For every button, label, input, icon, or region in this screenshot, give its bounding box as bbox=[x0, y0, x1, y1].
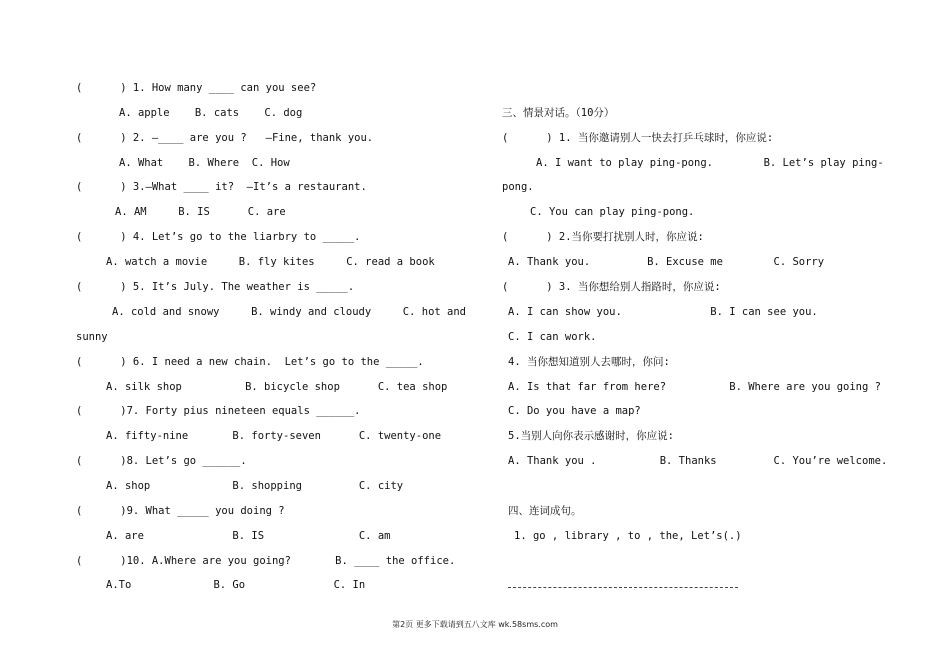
section-3-title: 三、情景对话。（10分） bbox=[502, 107, 615, 119]
question-5-options-cont: sunny bbox=[76, 331, 108, 343]
question-8: ( )8. Let’s go ______. bbox=[76, 455, 247, 467]
question-10: ( )10. A.Where are you going? B. ____ the office. bbox=[76, 555, 456, 567]
dialogue-1-options: A. I want to play ping-pong. B. Let’s play ping- bbox=[536, 157, 884, 169]
dialogue-4-option-c: C. Do you have a map? bbox=[508, 405, 641, 417]
dialogue-4: 4. 当你想知道别人去哪时，你问: bbox=[508, 356, 670, 368]
dialogue-1-options-cont: pong. bbox=[502, 181, 534, 193]
page-footer: 第2页 更多下载请到五八文库 wk.58sms.com bbox=[392, 620, 558, 629]
question-4: ( ) 4. Let’s go to the liarbry to _____. bbox=[76, 231, 361, 243]
question-3: ( ) 3.—What ____ it? —It’s a restaurant. bbox=[76, 181, 367, 193]
dialogue-5: 5.当别人向你表示感谢时，你应说: bbox=[508, 430, 674, 442]
question-2: ( ) 2. —____ are you ? —Fine, thank you. bbox=[76, 132, 374, 144]
question-6: ( ) 6. I need a new chain. Let’s go to the _____. bbox=[76, 356, 424, 368]
question-6-options: A. silk shop B. bicycle shop C. tea shop bbox=[106, 381, 448, 393]
dialogue-3-options: A. I can show you. B. I can see you. bbox=[508, 306, 818, 318]
question-9-options: A. are B. IS C. am bbox=[106, 530, 391, 542]
question-10-options: A.To B. Go C. In bbox=[106, 579, 366, 591]
question-5-options: A. cold and snowy B. windy and cloudy C. hot and bbox=[112, 306, 467, 318]
section-4-title: 四、连词成句。 bbox=[508, 505, 582, 517]
answer-line bbox=[508, 587, 738, 588]
question-7-options: A. fifty-nine B. forty-seven C. twenty-one bbox=[106, 430, 442, 442]
dialogue-2: ( ) 2.当你要打扰别人时，你应说: bbox=[502, 231, 704, 243]
dialogue-4-options: A. Is that far from here? B. Where are you going ? bbox=[508, 381, 881, 393]
dialogue-1: ( ) 1. 当你邀请别人一快去打乒乓球时，你应说: bbox=[502, 132, 774, 144]
question-3-options: A. AM B. IS C. are bbox=[115, 206, 286, 218]
question-4-options: A. watch a movie B. fly kites C. read a book bbox=[106, 256, 435, 268]
question-1-options: A. apple B. cats C. dog bbox=[119, 107, 303, 119]
question-7: ( )7. Forty pius nineteen equals ______. bbox=[76, 405, 361, 417]
dialogue-1-option-c: C. You can play ping-pong. bbox=[530, 206, 695, 218]
dialogue-3: ( ) 3. 当你想给别人指路时，你应说: bbox=[502, 281, 721, 293]
question-5: ( ) 5. It’s July. The weather is _____. bbox=[76, 281, 355, 293]
question-8-options: A. shop B. shopping C. city bbox=[106, 480, 404, 492]
question-1: ( ) 1. How many ____ can you see? bbox=[76, 82, 317, 94]
question-9: ( )9. What _____ you doing ? bbox=[76, 505, 285, 517]
dialogue-2-options: A. Thank you. B. Excuse me C. Sorry bbox=[508, 256, 825, 268]
dialogue-3-option-c: C. I can work. bbox=[508, 331, 597, 343]
reorder-question-1: 1. go , library , to , the, Let’s(.) bbox=[514, 530, 742, 542]
dialogue-5-options: A. Thank you . B. Thanks C. You’re welcome. bbox=[508, 455, 888, 467]
question-2-options: A. What B. Where C. How bbox=[119, 157, 290, 169]
